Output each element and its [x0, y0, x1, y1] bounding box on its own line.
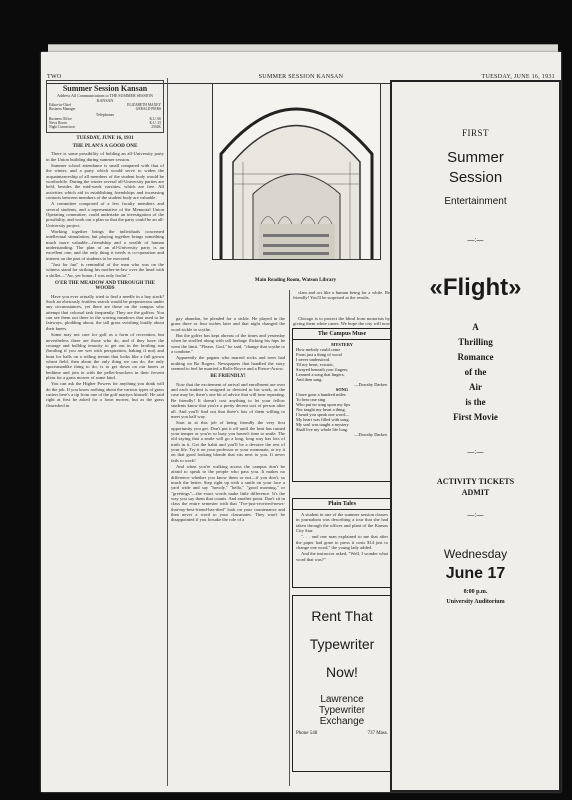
poem-line: And then sang.: [296, 377, 323, 382]
plain-tales-title: Plain Tales: [293, 499, 391, 510]
tagline-line: of the: [464, 367, 487, 377]
ad-first: FIRST: [461, 128, 489, 138]
ad-line: Summer: [447, 149, 504, 166]
poem-line: Learned a song that lingers,: [296, 372, 345, 377]
ad-address: 737 Mass.: [367, 731, 388, 736]
ad-admit: ADMIT: [461, 488, 490, 497]
poem-line: Who put no song upon my lips: [296, 402, 351, 407]
phone-label: Business Office: [49, 116, 72, 121]
ad-line: Typewriter: [309, 636, 375, 652]
ad-movie-title: «Flight»: [429, 274, 522, 301]
paragraph: "Just for fun" is remindful of the man who was on the witness stand for striking his mother-in-law over the head with a skillet—"Aw, yer honor, I was only foolin'.": [46, 262, 164, 278]
paragraph: A committee composed of a few faculty members and several students, and a representative of the Memorial Union Operating committee, could undertake an investigation of the possibility, and work out a plan so that the party could be an all-University project.: [46, 201, 164, 228]
ad-activity-tickets: ACTIVITY TICKETS: [436, 477, 515, 486]
paragraph: Chicago is to protect the blind from motorists by giving them white canes. We hope the city will now: [293, 316, 390, 327]
poem-line: Shall live my whole life long.: [296, 427, 349, 432]
tagline-line: is the: [465, 397, 486, 407]
paragraph: Summer school attendance is small compared with that of the winter, and a party which would serve to widen the acquaintanceship of all members of the student body would be worthwhile. During the winter several all-University parties are held, besides the mid-week varsities, which are free. All activities which aid in establishing friendships and increasing contacts between members of the student body are valuable.: [46, 162, 164, 200]
phone-number: K.U. 25: [149, 120, 161, 125]
campus-muse-box: [292, 328, 392, 482]
tagline-line: Thrilling: [458, 337, 493, 347]
paragraph: Start in at this job of being friendly the very first opportunity you get. Don't put it off until the heat has ruined your temper or you're so busy you haven't time to smile. The old saying that a smile will go a long, long way has lots of truth in it. Get the habit and you'll be a devotee the rest of your life. Try it on your professor or your roommate, or try it on that good looking blonde that sits next to you. It never fails to work!: [171, 420, 285, 463]
ad-line: Typewriter: [318, 705, 366, 716]
phone-label: News Room: [49, 120, 67, 125]
library-photo: [212, 83, 381, 260]
ad-line: Exchange: [319, 716, 365, 727]
editorial-heading: THE PLAN'S A GOOD ONE: [72, 142, 138, 149]
poem-line: Til my heart, ecstatic,: [296, 362, 335, 367]
ad-line: Session: [448, 169, 503, 186]
editorial-heading: O'ER THE MEADOW AND THROUGH THE WOODS: [54, 281, 156, 292]
masthead-address: Address All Communications to THE SUMMER SESSION KANSAN: [57, 93, 153, 103]
tagline-line: First Movie: [453, 412, 498, 422]
ad-place: University Auditorium: [446, 599, 505, 605]
plain-tales-box: [292, 498, 392, 588]
library-illustration: [213, 84, 380, 259]
ad-tagline: [392, 320, 559, 425]
ad-line: Lawrence: [320, 694, 364, 705]
ad-date: June 17: [445, 565, 506, 582]
poem-line: I have gone a hundred miles: [296, 392, 346, 397]
column-3-chicago: [293, 316, 390, 328]
poem-line: My heart was filled with song.: [296, 417, 350, 422]
paragraph: ". . . and one man explained to me that after the paper had gone to press it costs $14 just to change one word," the young lady added.: [296, 534, 388, 551]
editorial-date: TUESDAY, JUNE 16, 1931: [76, 136, 134, 142]
manager-label: Business Manager: [49, 107, 76, 112]
paragraph: There is some possibility of holding an all-University party in the Union building during summer session.: [46, 151, 164, 162]
photo-caption: Main Reading Room, Watson Library: [254, 278, 337, 283]
issue-date: TUESDAY, JUNE 16, 1931: [481, 74, 555, 80]
tagline-line: A: [472, 322, 479, 332]
paragraph: Some may not care for golf as a form of recreation, but nevertheless there are those who do, and if they have the courage and bulldog tenacity to get out in the broiling sun (broiling if you are wet with perspiration, baking if not) and hunt for balls on a rolling terrain that looks like a full grown wheat field, then about the only thing we can do, the only sportsmanlike thing to do, is to get down on our knees at bedtime and join in with the pellet-knockers in their fervent pleas for a grass mower of some kind.: [46, 332, 164, 380]
editor-name: ELIZABETH MAXEY: [127, 103, 161, 107]
column-divider: [289, 290, 290, 786]
paragraph: A student in one of the summer session classes in journalism was describing a tour that she had taken through the offices and plant of the Kansas City Star.: [296, 512, 388, 534]
manager-name: GERALD PIERS: [135, 107, 161, 112]
masthead-box: [46, 80, 164, 133]
paragraph: But the golfer has kept abreast of the times and yesterday when he strolled along with tall herbage flicking his hips he went the limit. "Please, God," he said, "change that scythe to a combine.": [171, 333, 285, 355]
poem-line: Swayed beneath your fingers,: [296, 367, 349, 372]
poem-line: I heard you speak one word—: [296, 412, 350, 417]
phone-label: Night Connection: [49, 125, 75, 130]
poem-signature: —Dorothy Darkee.: [354, 382, 388, 387]
ad-line: Now!: [326, 664, 358, 680]
phone-number: 2502K: [151, 125, 161, 130]
column-divider: [167, 78, 168, 786]
ad-divider: —:—: [467, 449, 484, 456]
paragraph: And when you're walking across the campus don't be afraid to speak to the people who pass you. It makes no difference whether you know them or not—if you don't, so much the better. Step right up with a smile on your face a yard wide and say "howdy," "hello," "good morning," or "greetings"—the exact words make little difference. It's the way you say them that counts. And another point. Don't sit in class the entire semester with that "I've-just-received-news-that-my-best-friend-has-died" look on your countenance and then never a word to your classmates. They won't be disappointed if you forsake the role of a: [171, 463, 285, 523]
paragraph: gay abandon, he pleaded for a sickle. He played in the grass three or four inches later and that night changed the word sickle to scythe.: [171, 316, 285, 332]
ad-contact: [293, 731, 391, 736]
masthead-title: Summer Session Kansan: [62, 84, 148, 93]
paragraph: clam and act like a human being for a while. Be friendly! You'll be surprised at the results.: [293, 290, 390, 301]
poem-title: MYSTERY: [331, 342, 353, 347]
phones-title: Telephones: [95, 111, 115, 117]
poem-line: From just a thing of wood: [296, 352, 342, 357]
poem-signature: —Dorothy Darkee.: [354, 432, 388, 437]
column-1: [46, 80, 164, 784]
poem-line: My soul was taught a mystery: [296, 422, 349, 427]
column-2: [171, 316, 285, 786]
poem-title: SONG: [335, 387, 349, 392]
plain-tales-body: [293, 510, 391, 565]
ad-divider: —:—: [467, 237, 484, 244]
poem-mystery: [293, 340, 391, 439]
typewriter-ad: [292, 595, 392, 772]
poem-line: Nor taught my heart a thing.: [296, 407, 346, 412]
flight-movie-ad: [390, 80, 561, 792]
ad-phone: Phone 548: [296, 731, 318, 736]
tagline-line: Romance: [457, 352, 494, 362]
campus-muse-title: The Campus Muse: [293, 329, 391, 340]
paragraph: And the instructor asked, "Well, I wonder what word that was?": [296, 551, 388, 562]
poem-line: I never understood.: [296, 357, 331, 362]
poem-line: How melody could come: [296, 347, 341, 352]
phone-row-3: [49, 125, 161, 129]
paper-name: SUMMER SESSION KANSAN: [258, 74, 344, 80]
ad-line: Rent That: [311, 608, 373, 624]
phone-number: K.U. 66: [149, 116, 161, 121]
paragraph: Now that the excitement of arrival and enrollment are over and each student is resigned or devoted to his work, as the case may be, there's one bit of advice that will bear repeating. Be friendly! It doesn't cost anything to let your fellow students know that you're a pretty decent sort of person after all. And you'll find out that there's lots of them willing to meet you half way.: [171, 381, 285, 419]
ad-divider: —:—: [467, 512, 484, 519]
paragraph: Apparently the pagans who marred rocks and trees had nothing on Bo Rogers. Newspapers that handled the story seemed to feel he married a Rolls-Royce and a Pierce-Arrow.: [171, 355, 285, 372]
page-number: TWO: [47, 74, 62, 80]
ad-line: Entertainment: [444, 196, 507, 207]
paragraph: You can ask the Higher Powers for anything you think will do the job. If you know nothing about the various types of grass cutters here's a tip from one of the golf martyrs himself. He said right at first he asked for a lawn mower, but as the grass flourished in: [46, 381, 164, 408]
paragraph: Have you ever actually tried to find a needle in a hay stack? Such an obviously fruitless search would be preposterous under any circumstances, yet there are those on the campus who attempt that colossal task frequently. They are the golfers. You can see them out there in the waving meadows that used to be fairways, plodding about, the tall grass swishing loudly about their knees.: [46, 293, 164, 331]
editor-label: Editor-in-Chief: [49, 103, 72, 107]
paragraph: Working together brings the individuals concerned intellectual stimulation, but playing together brings something much more valuable—friendship and a wealth of human understanding. The plan of an all-University party is an excellent one, and the only thing it needs is co-operation and interest on the part of students to be executed.: [46, 228, 164, 261]
poem-line: To hear one sing: [296, 397, 326, 402]
tagline-line: Air: [469, 382, 482, 392]
ad-time: 8:00 p.m.: [463, 589, 488, 595]
editorial-heading: BE FRIENDLY!: [210, 374, 246, 380]
ad-day: Wednesday: [443, 547, 508, 561]
